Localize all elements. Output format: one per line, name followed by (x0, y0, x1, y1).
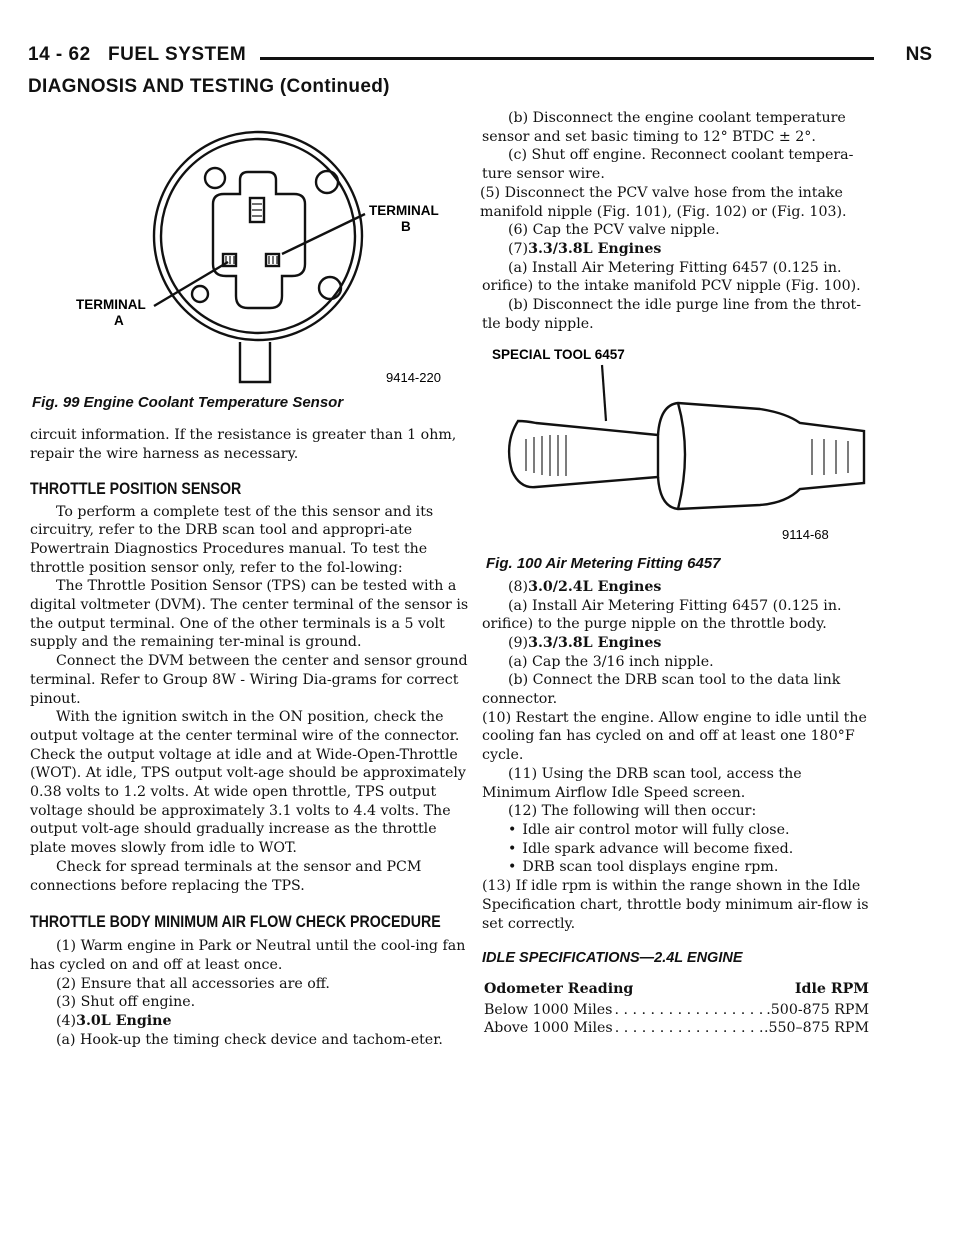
step: (5) Disconnect the PCV valve hose from the intake manifold nipple (Fig. 101), (Fig. 102) or (Fig. 103). (480, 184, 847, 220)
table-row (484, 1019, 869, 1038)
terminal-b-label: TERMINAL (369, 203, 439, 218)
idle-spec-heading: IDLE SPECIFICATIONS—2.4L ENGINE (482, 950, 743, 967)
dot-leader (612, 1001, 766, 1020)
step: (1) Warm engine in Park or Neutral until the cool-ing fan has cycled on and off at least once. (30, 938, 466, 973)
spec-col-odometer: Odometer Reading (484, 980, 634, 997)
step: (10) Restart the engine. Allow engine to idle until the cooling fan has cycled on and off at least one 180°F cycle. (482, 709, 867, 764)
step: (12) The following will then occur: (508, 803, 757, 820)
table-row (484, 1001, 869, 1020)
step (482, 240, 872, 259)
step: (2) Ensure that all accessories are off. (56, 975, 330, 992)
paragraph: To perform a complete test of the this sensor and its circuitry, refer to the DRB scan tool and appropri-ate Powertrain Diagnostics Procedures manual. To test the throttle position sensor only, refer to the fol-lowing: (30, 503, 434, 576)
bullet-item: • DRB scan tool displays engine rpm. (482, 858, 872, 877)
substep: (b) Disconnect the engine coolant temperature sensor and set basic timing to 12° BTDC ± 2°. (482, 110, 846, 145)
substep: (a) Install Air Metering Fitting 6457 (0.125 in. orifice) to the intake manifold PCV nipple (Fig. 100). (482, 259, 861, 295)
step-engine: 3.0/2.4L Engines (528, 578, 662, 595)
paragraph: Check for spread terminals at the sensor and PCM connections before replacing the TPS. (30, 858, 422, 894)
fig99-code: 9414-220 (386, 370, 441, 384)
spec-label: Above 1000 Miles (484, 1020, 613, 1037)
spec-col-rpm: Idle RPM (794, 980, 869, 997)
fig100-caption: Fig. 100 Air Metering Fitting 6457 (486, 555, 721, 573)
header-rule (260, 57, 874, 60)
idle-spec-table (484, 980, 869, 1038)
step-number: (8) (508, 578, 529, 595)
spec-header-row (484, 980, 869, 999)
substep: (a) Install Air Metering Fitting 6457 (0.125 in. orifice) to the purge nipple on the throttle body. (482, 597, 842, 633)
spec-value: .500-875 RPM (766, 1001, 869, 1018)
step-engine: 3.3/3.8L Engines (528, 240, 662, 257)
fig99-caption: Fig. 99 Engine Coolant Temperature Sensor (32, 393, 344, 411)
step (30, 1012, 470, 1031)
page-number: 14 - 62 (28, 44, 91, 65)
step: (3) Shut off engine. (56, 994, 196, 1011)
substep: (b) Connect the DRB scan tool to the data link connector. (482, 672, 841, 708)
right-column (482, 109, 872, 1038)
substep: (c) Shut off engine. Reconnect coolant tempera-ture sensor wire. (482, 147, 854, 183)
fig100-code: 9114-68 (782, 527, 829, 543)
step (482, 578, 872, 597)
terminal-a-label: TERMINAL (76, 297, 146, 312)
model-code: NS (905, 44, 932, 65)
bullet-item: • Idle air control motor will fully close. (482, 821, 872, 840)
fig99-sensor-illustration (30, 116, 470, 384)
spec-value: .550–875 RPM (763, 1020, 869, 1037)
substep: (a) Cap the 3/16 inch nipple. (508, 653, 714, 670)
terminal-b-letter: B (401, 219, 411, 234)
page-number-section (28, 44, 246, 66)
fig100-fitting-illustration (482, 343, 872, 543)
bullet-item: • Idle spark advance will become fixed. (482, 840, 872, 859)
section-subheading: DIAGNOSIS AND TESTING (Continued) (28, 76, 390, 97)
paragraph: The Throttle Position Sensor (TPS) can be tested with a digital voltmeter (DVM). The center terminal of the sensor is the output terminal. One of the other terminals is a 5 volt supply and the remaining ter-minal is ground. (30, 578, 469, 651)
step: (6) Cap the PCV valve nipple. (508, 222, 720, 239)
step-engine: 3.3/3.8L Engines (528, 634, 662, 651)
heading-throttle-body: THROTTLE BODY MINIMUM AIR FLOW CHECK PROCEDURE (30, 913, 441, 932)
section-title: FUEL SYSTEM (108, 44, 247, 65)
step-number: (7) (508, 240, 529, 257)
terminal-a-letter: A (114, 313, 124, 328)
page-header (28, 44, 932, 78)
heading-tps: THROTTLE POSITION SENSOR (30, 479, 242, 498)
step-number: (4) (56, 1013, 77, 1030)
step: (13) If idle rpm is within the range shown in the Idle Specification chart, throttle body minimum air-flow is set correctly. (482, 878, 869, 932)
dot-leader (613, 1019, 764, 1038)
special-tool-label: SPECIAL TOOL 6457 (492, 347, 625, 363)
step-engine: 3.0L Engine (76, 1013, 172, 1030)
substep: (b) Disconnect the idle purge line from the throt-tle body nipple. (482, 297, 862, 332)
spec-label: Below 1000 Miles (484, 1001, 613, 1018)
paragraph: Connect the DVM between the center and sensor ground terminal. Refer to Group 8W - Wiring Dia-grams for correct pinout. (30, 653, 468, 707)
step-number: (9) (508, 634, 529, 651)
step: (11) Using the DRB scan tool, access the Minimum Airflow Idle Speed screen. (482, 765, 802, 801)
step (482, 634, 872, 653)
paragraph: circuit information. If the resistance is greater than 1 ohm, repair the wire harness as necessary. (30, 427, 457, 463)
paragraph: With the ignition switch in the ON position, check the output voltage at the center terminal wire of the connector. Check the output voltage at idle and at Wide-Open-Throttle (WOT). At idle, TPS output volt-age should be approximately 0.38 volts to 1.2 volts. At wide open throttle, TPS output voltage should be approximately 3.1 volts to 4.4 volts. The output volt-age should gradually increase as the throttle plate moves slowly from idle to WOT. (30, 709, 466, 857)
substep: (a) Hook-up the timing check device and tachom-eter. (56, 1031, 443, 1048)
left-column (30, 116, 470, 1050)
